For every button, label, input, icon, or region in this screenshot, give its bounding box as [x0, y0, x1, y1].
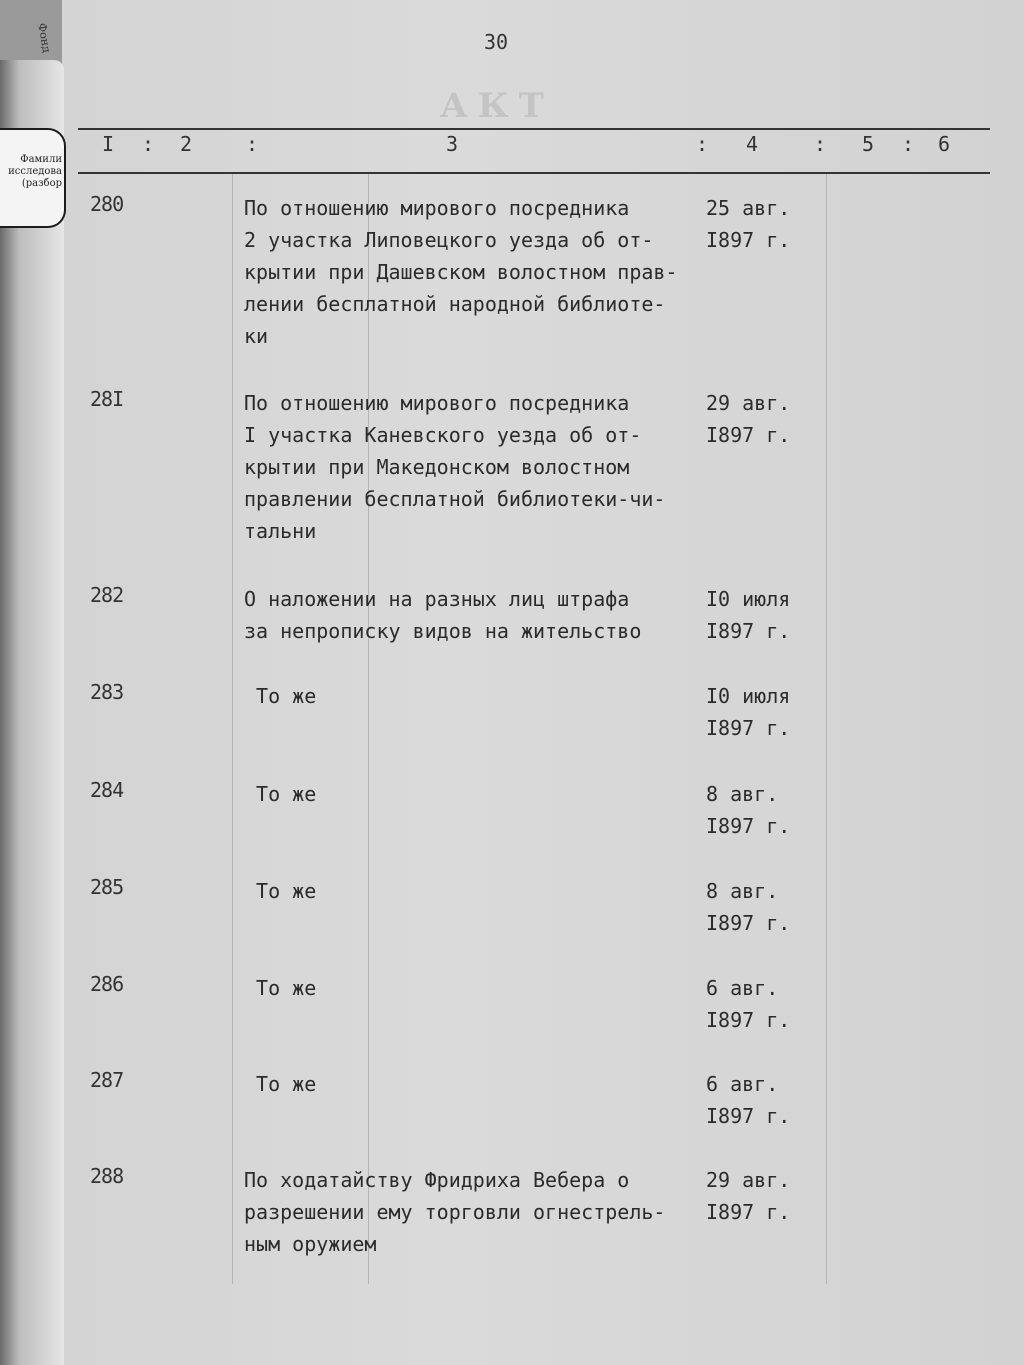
row-number: 284 — [90, 778, 124, 802]
description-line: разрешении ему торговли огнестрель- — [244, 1200, 666, 1224]
row-number: 28I — [90, 387, 124, 411]
description-line: 2 участка Липовецкого уезда об от- — [244, 228, 654, 252]
description-line: То же — [244, 684, 317, 708]
column-header-3: 3 — [446, 132, 459, 156]
row-number: 283 — [90, 680, 124, 704]
date-line: I897 г. — [706, 1008, 791, 1032]
column-divider — [826, 174, 827, 1284]
row-number: 282 — [90, 583, 124, 607]
header-rule-bottom — [78, 172, 990, 174]
description-line: То же — [244, 1072, 317, 1096]
date-line: I897 г. — [706, 1200, 791, 1224]
row-date — [706, 778, 790, 842]
description-line: I участка Каневского уезда об от- — [244, 423, 642, 447]
page-number: 30 — [484, 30, 509, 54]
row-date — [706, 583, 790, 647]
row-description — [244, 1164, 714, 1260]
date-line: 29 авг. — [706, 391, 791, 415]
adjacent-tab-line: (разбор — [21, 178, 62, 189]
row-number: 287 — [90, 1068, 124, 1092]
date-line: 29 авг. — [706, 1168, 791, 1192]
column-separator: : — [814, 132, 827, 156]
row-date — [706, 192, 790, 256]
description-line: лении бесплатной народной библиоте- — [244, 292, 666, 316]
row-number: 285 — [90, 875, 124, 899]
date-line: I0 июля — [706, 684, 791, 708]
row-date — [706, 972, 790, 1036]
row-date — [706, 387, 790, 451]
row-description — [244, 387, 714, 547]
column-header-6: 6 — [938, 132, 951, 156]
date-line: 8 авг. — [706, 782, 779, 806]
date-line: 25 авг. — [706, 196, 791, 220]
description-line: По отношению мирового посредника — [244, 391, 630, 415]
date-line: I897 г. — [706, 814, 791, 838]
date-line: 6 авг. — [706, 976, 779, 1000]
row-number: 286 — [90, 972, 124, 996]
description-line: О наложении на разных лиц штрафа — [244, 587, 630, 611]
row-number: 280 — [90, 192, 124, 216]
date-line: I897 г. — [706, 911, 791, 935]
date-line: I897 г. — [706, 423, 791, 447]
row-description — [244, 778, 714, 810]
description-line: крытии при Дашевском волостном прав- — [244, 260, 678, 284]
column-header-2: 2 — [180, 132, 193, 156]
adjacent-page-top-text: Фонд — [35, 22, 54, 54]
row-date — [706, 1164, 790, 1228]
column-separator: : — [246, 132, 259, 156]
date-line: I897 г. — [706, 716, 791, 740]
column-separator: : — [142, 132, 155, 156]
description-line: То же — [244, 782, 317, 806]
row-description — [244, 192, 714, 352]
date-line: I897 г. — [706, 1104, 791, 1128]
description-line: То же — [244, 879, 317, 903]
description-line: крытии при Македонском волостном — [244, 455, 630, 479]
adjacent-tab-line: исследова — [8, 166, 62, 177]
row-number: 288 — [90, 1164, 124, 1188]
column-header-4: 4 — [746, 132, 759, 156]
date-line: 6 авг. — [706, 1072, 779, 1096]
row-description — [244, 583, 714, 647]
row-date — [706, 1068, 790, 1132]
date-line: I0 июля — [706, 587, 791, 611]
row-description — [244, 875, 714, 907]
description-line: правлении бесплатной библиотеки-чи- — [244, 487, 666, 511]
column-divider — [232, 174, 233, 1284]
column-separator: : — [696, 132, 709, 156]
row-description — [244, 1068, 714, 1100]
column-separator: : — [902, 132, 915, 156]
description-line: ным оружием — [244, 1232, 377, 1256]
row-description — [244, 680, 714, 712]
date-line: I897 г. — [706, 228, 791, 252]
date-line: 8 авг. — [706, 879, 779, 903]
row-description — [244, 972, 714, 1004]
adjacent-tab-line: Фамили — [20, 154, 62, 165]
description-line: тальни — [244, 519, 317, 543]
header-rule-top — [78, 128, 990, 130]
description-line: По отношению мирового посредника — [244, 196, 630, 220]
description-line: ки — [244, 324, 269, 348]
row-date — [706, 680, 790, 744]
description-line: По ходатайству Фридриха Вебера о — [244, 1168, 630, 1192]
column-header-1: I — [102, 132, 115, 156]
description-line: То же — [244, 976, 317, 1000]
row-date — [706, 875, 790, 939]
adjacent-page-edge — [0, 60, 64, 1365]
bleed-through-title: АКТ — [440, 86, 554, 126]
description-line: за непрописку видов на жительство — [244, 619, 642, 643]
column-header-5: 5 — [862, 132, 875, 156]
adjacent-page-tab — [0, 128, 66, 228]
date-line: I897 г. — [706, 619, 791, 643]
